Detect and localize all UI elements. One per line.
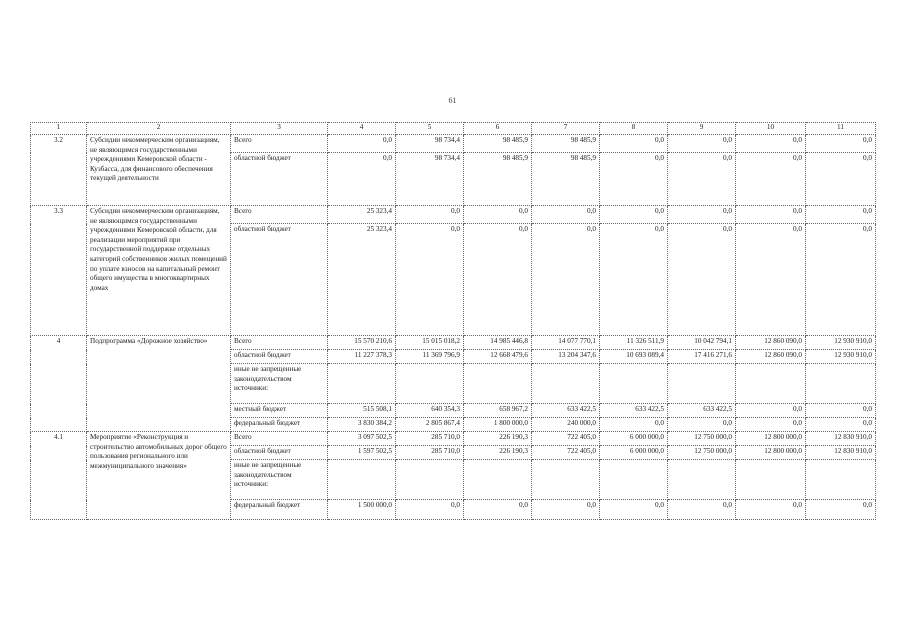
year-value-cell: 0,0 — [532, 224, 600, 336]
row-description: Подпрограмма «Дорожное хозяйство» — [87, 336, 231, 432]
funding-source: федеральный бюджет — [231, 418, 328, 432]
table-row — [31, 135, 876, 153]
year-value-cell: 0,0 — [532, 500, 600, 520]
year-value-cell: 640 354,3 — [396, 404, 464, 418]
year-value-cell: 11 326 511,9 — [600, 336, 668, 350]
table-row — [31, 432, 876, 446]
year-value-cell — [668, 364, 736, 404]
year-value-cell: 0,0 — [736, 404, 806, 418]
year-value-cell: 15 015 018,2 — [396, 336, 464, 350]
year-value-cell: 226 190,3 — [464, 446, 532, 460]
year-value-cell: 240 000,0 — [532, 418, 600, 432]
year-value-cell: 1 597 502,5 — [328, 446, 396, 460]
funding-source: федеральный бюджет — [231, 500, 328, 520]
year-value-cell: 3 097 502,5 — [328, 432, 396, 446]
year-value-cell — [532, 460, 600, 500]
page-number: 61 — [448, 96, 457, 105]
year-value-cell: 12 750 000,0 — [668, 446, 736, 460]
row-description: Субсидии некоммерческим организациям, не являющимся государственными учреждениями Кемеровской области - Кузбасса, для финансового обеспечения текущей деятельности — [87, 135, 231, 206]
year-value-cell: 0,0 — [464, 500, 532, 520]
year-value-cell: 0,0 — [806, 206, 876, 224]
year-value-cell: 17 416 271,6 — [668, 350, 736, 364]
table-body — [31, 135, 876, 520]
year-value-cell — [464, 460, 532, 500]
year-value-cell: 12 860 090,0 — [736, 350, 806, 364]
year-value-cell: 10 693 089,4 — [600, 350, 668, 364]
column-header: 6 — [464, 123, 532, 135]
year-value-cell: 0,0 — [806, 135, 876, 153]
year-value-cell — [600, 364, 668, 404]
year-value-cell: 12 860 090,0 — [736, 336, 806, 350]
column-header: 8 — [600, 123, 668, 135]
funding-source: Всего — [231, 336, 328, 350]
budget-table — [30, 122, 876, 520]
table-row — [31, 206, 876, 224]
row-number: 3.3 — [31, 206, 87, 336]
year-value-cell: 12 800 000,0 — [736, 446, 806, 460]
year-value-cell: 0,0 — [328, 153, 396, 206]
year-value-cell: 98 734,4 — [396, 135, 464, 153]
year-value-cell: 0,0 — [668, 224, 736, 336]
year-value-cell — [532, 364, 600, 404]
year-value-cell: 0,0 — [736, 135, 806, 153]
year-value-cell: 0,0 — [806, 404, 876, 418]
year-value-cell: 12 930 910,0 — [806, 350, 876, 364]
year-value-cell: 1 500 000,0 — [328, 500, 396, 520]
funding-source: местный бюджет — [231, 404, 328, 418]
column-header: 3 — [231, 123, 328, 135]
year-value-cell: 0,0 — [668, 418, 736, 432]
year-value-cell: 6 000 000,0 — [600, 446, 668, 460]
funding-source: областной бюджет — [231, 446, 328, 460]
row-description: Субсидии некоммерческим организациям, не являющимся государственными учреждениями Кемеровской области, для реализации мероприятий при государственной поддержке отдельных категорий собственников жилых помещений по уплате взносов на капитальный ремонт общего имущества в многоквартирных домах — [87, 206, 231, 336]
year-value-cell: 98 485,9 — [532, 135, 600, 153]
year-value-cell: 0,0 — [600, 206, 668, 224]
header-row — [31, 123, 876, 135]
column-header: 10 — [736, 123, 806, 135]
row-description: Мероприятие «Реконструкция и строительство автомобильных дорог общего пользования регионального или межмуниципального значения» — [87, 432, 231, 520]
year-value-cell — [668, 460, 736, 500]
year-value-cell: 14 077 770,1 — [532, 336, 600, 350]
year-value-cell: 12 668 479,6 — [464, 350, 532, 364]
year-value-cell: 0,0 — [806, 418, 876, 432]
column-header: 4 — [328, 123, 396, 135]
year-value-cell: 0,0 — [600, 135, 668, 153]
year-value-cell: 0,0 — [600, 153, 668, 206]
year-value-cell: 12 930 910,0 — [806, 336, 876, 350]
row-number: 4 — [31, 336, 87, 432]
year-value-cell — [328, 364, 396, 404]
funding-source: Всего — [231, 135, 328, 153]
year-value-cell — [736, 460, 806, 500]
year-value-cell — [464, 364, 532, 404]
year-value-cell: 285 710,0 — [396, 446, 464, 460]
funding-source: иные не запрещенные законодательством источники: — [231, 460, 328, 500]
year-value-cell: 285 710,0 — [396, 432, 464, 446]
column-header: 7 — [532, 123, 600, 135]
year-value-cell: 0,0 — [668, 500, 736, 520]
funding-source: областной бюджет — [231, 224, 328, 336]
year-value-cell — [736, 364, 806, 404]
year-value-cell: 0,0 — [736, 418, 806, 432]
year-value-cell: 3 830 384,2 — [328, 418, 396, 432]
year-value-cell: 98 485,9 — [532, 153, 600, 206]
year-value-cell: 0,0 — [806, 224, 876, 336]
year-value-cell: 14 985 446,8 — [464, 336, 532, 350]
year-value-cell: 515 508,1 — [328, 404, 396, 418]
year-value-cell: 0,0 — [600, 418, 668, 432]
year-value-cell: 25 323,4 — [328, 206, 396, 224]
year-value-cell: 12 830 910,0 — [806, 446, 876, 460]
year-value-cell: 0,0 — [464, 224, 532, 336]
year-value-cell: 0,0 — [396, 224, 464, 336]
year-value-cell: 0,0 — [532, 206, 600, 224]
row-number: 3.2 — [31, 135, 87, 206]
year-value-cell: 0,0 — [668, 153, 736, 206]
year-value-cell: 6 000 000,0 — [600, 432, 668, 446]
year-value-cell: 25 323,4 — [328, 224, 396, 336]
year-value-cell: 0,0 — [600, 500, 668, 520]
year-value-cell: 0,0 — [736, 224, 806, 336]
year-value-cell: 98 734,4 — [396, 153, 464, 206]
year-value-cell — [806, 460, 876, 500]
year-value-cell: 13 204 347,6 — [532, 350, 600, 364]
column-header: 9 — [668, 123, 736, 135]
year-value-cell: 15 570 210,6 — [328, 336, 396, 350]
year-value-cell — [806, 364, 876, 404]
year-value-cell: 2 805 867,4 — [396, 418, 464, 432]
column-header: 2 — [87, 123, 231, 135]
year-value-cell: 11 369 796,9 — [396, 350, 464, 364]
year-value-cell: 11 227 378,3 — [328, 350, 396, 364]
year-value-cell: 10 042 794,1 — [668, 336, 736, 350]
funding-source: областной бюджет — [231, 153, 328, 206]
year-value-cell: 0,0 — [328, 135, 396, 153]
year-value-cell: 0,0 — [668, 206, 736, 224]
funding-source: Всего — [231, 206, 328, 224]
year-value-cell: 0,0 — [806, 500, 876, 520]
year-value-cell: 0,0 — [396, 206, 464, 224]
funding-source: Всего — [231, 432, 328, 446]
year-value-cell: 633 422,5 — [668, 404, 736, 418]
year-value-cell: 12 830 910,0 — [806, 432, 876, 446]
year-value-cell: 633 422,5 — [532, 404, 600, 418]
year-value-cell: 1 800 000,0 — [464, 418, 532, 432]
year-value-cell — [600, 460, 668, 500]
year-value-cell: 658 967,2 — [464, 404, 532, 418]
funding-source: областной бюджет — [231, 350, 328, 364]
year-value-cell: 0,0 — [668, 135, 736, 153]
year-value-cell: 722 405,0 — [532, 446, 600, 460]
column-header: 11 — [806, 123, 876, 135]
year-value-cell — [396, 460, 464, 500]
year-value-cell: 12 800 000,0 — [736, 432, 806, 446]
year-value-cell: 633 422,5 — [600, 404, 668, 418]
year-value-cell: 12 750 000,0 — [668, 432, 736, 446]
year-value-cell: 0,0 — [600, 224, 668, 336]
year-value-cell: 0,0 — [464, 206, 532, 224]
year-value-cell: 0,0 — [736, 206, 806, 224]
year-value-cell: 722 405,0 — [532, 432, 600, 446]
column-header: 1 — [31, 123, 87, 135]
row-number: 4.1 — [31, 432, 87, 520]
table-row — [31, 336, 876, 350]
year-value-cell: 0,0 — [736, 153, 806, 206]
year-value-cell: 0,0 — [736, 500, 806, 520]
year-value-cell — [328, 460, 396, 500]
year-value-cell — [396, 364, 464, 404]
year-value-cell: 226 190,3 — [464, 432, 532, 446]
year-value-cell: 0,0 — [806, 153, 876, 206]
column-header: 5 — [396, 123, 464, 135]
funding-source: иные не запрещенные законодательством источники: — [231, 364, 328, 404]
year-value-cell: 98 485,9 — [464, 153, 532, 206]
year-value-cell: 0,0 — [396, 500, 464, 520]
year-value-cell: 98 485,9 — [464, 135, 532, 153]
